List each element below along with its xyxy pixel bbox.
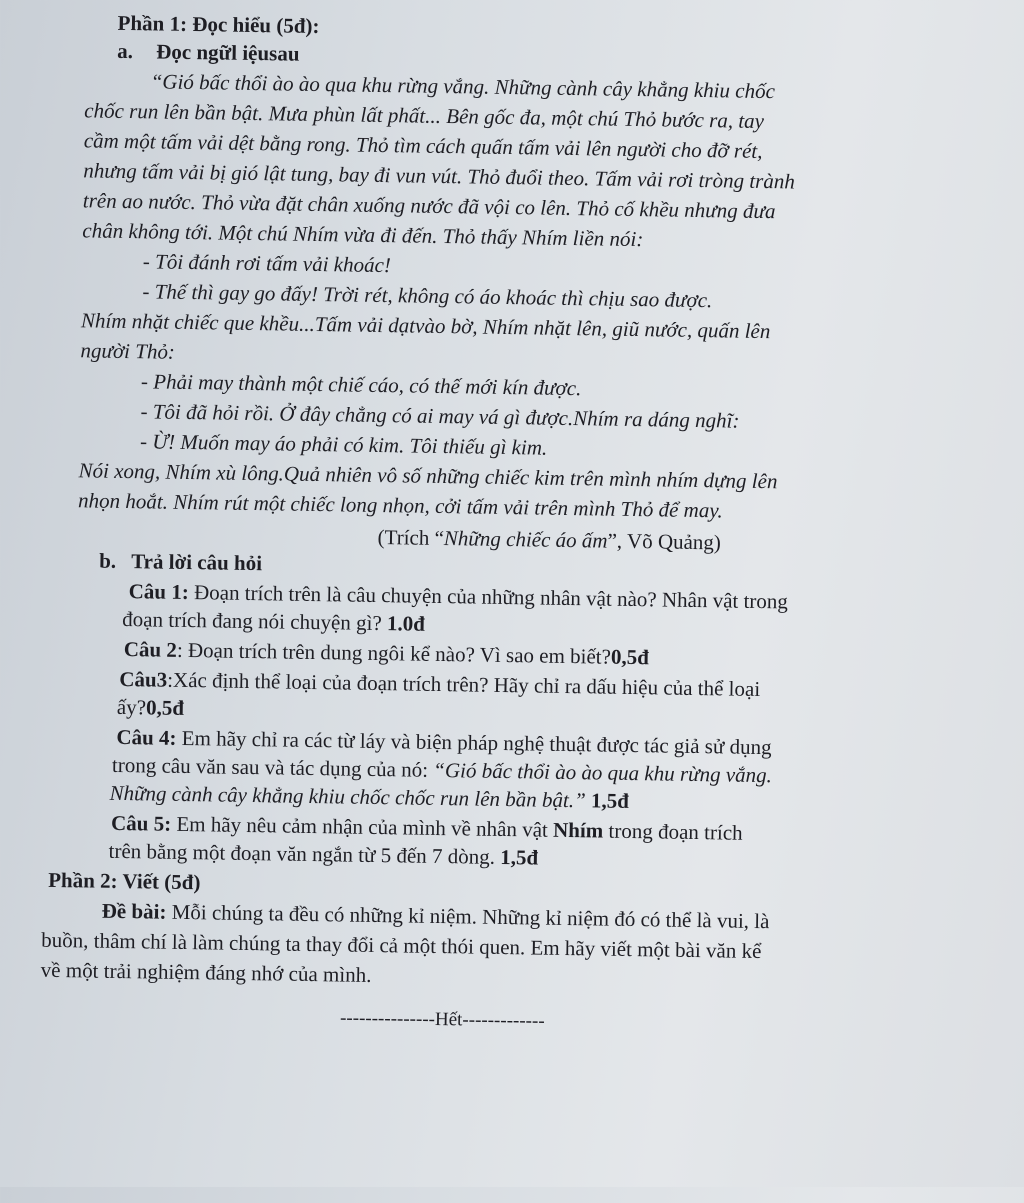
question-3-label: Câu3 (119, 666, 168, 692)
question-5-label: Câu 5: (110, 810, 172, 836)
question-3-line1 (119, 666, 760, 702)
question-3-text: ấy? (116, 694, 147, 720)
citation-suffix: ”, Võ Quảng) (607, 528, 722, 555)
section-a-title: Đọc ngữl iệusau (156, 39, 300, 66)
passage-line: cầm một tấm vải dệt bằng rong. Thỏ tìm cách quấn tấm vải lên người cho đỡ rét, (83, 128, 763, 163)
passage-line: nhọn hoắt. Nhím rút một chiếc long nhọn, cởi tấm vải trên mình Thỏ để may. (77, 488, 723, 523)
question-4-label: Câu 4: (116, 724, 177, 750)
question-5-line2 (108, 838, 538, 871)
question-5-text: trong đoạn trích (603, 818, 743, 845)
question-4-quote: “Gió bấc thổi ào ào qua khu rừng vắng. (433, 757, 773, 788)
passage-dialogue: - Ừ! Muốn may áo phải có kim. Tôi thiếu gì kim. (139, 429, 548, 460)
question-5-text: trên bằng một đoạn văn ngắn từ 5 đến 7 dòng. (108, 838, 501, 869)
passage-line: trên ao nước. Thỏ vừa đặt chân xuống nước đã vội co lên. Thỏ cố khều nhưng đưa (82, 188, 776, 224)
question-5-highlight: Nhím (552, 817, 604, 843)
passage-line: “Gió bấc thổi ào ào qua khu rừng vắng. Những cành cây khẳng khiu chốc (150, 69, 776, 104)
passage-line: Nhím nhặt chiếc que khều...Tấm vải dạtvào bờ, Nhím nhặt lên, giũ nước, quấn lên (80, 308, 771, 344)
part2-text: Mỗi chúng ta đều có những kỉ niệm. Những kỉ niệm đó có thể là vui, là (166, 899, 770, 934)
part1-heading: Phần 1: Đọc hiểu (5đ): (117, 10, 320, 39)
part2-label: Đề bài: (101, 898, 167, 924)
question-1-line2 (122, 606, 425, 637)
section-a-marker: a. (117, 38, 134, 64)
passage-line: người Thỏ: (80, 338, 176, 364)
passage-line: chân không tới. Một chú Nhím vừa đi đến. Thỏ thấy Nhím liền nói: (82, 218, 644, 252)
question-4-line3 (109, 780, 629, 814)
question-4-text: Em hãy chỉ ra các từ láy và biện pháp nghệ thuật được tác giả sử dụng (176, 725, 772, 760)
question-5-points: 1,5đ (500, 844, 539, 870)
part2-prompt-line3: về một trải nghiệm đáng nhớ của mình. (40, 957, 372, 987)
passage-line: nhưng tấm vải bị gió lật tung, bay đi vun vút. Thỏ đuổi theo. Tấm vải rơi tròng trành (83, 158, 795, 194)
citation-title: Những chiếc áo ấm (443, 526, 608, 553)
question-4-text: trong câu văn sau và tác dụng của nó: (111, 752, 434, 782)
question-5-text: Em hãy nêu cảm nhận của mình về nhân vật (170, 811, 554, 842)
question-2-points: 0,5đ (610, 644, 650, 670)
passage-dialogue: - Thế thì gay go đấy! Trời rét, không có áo khoác thì chịu sao được. (142, 279, 713, 313)
passage-dialogue: - Tôi đánh rơi tấm vải khoác! (142, 249, 392, 278)
question-1-text: đoạn trích đang nói chuyện gì? (122, 606, 388, 636)
question-1-points: 1.0đ (386, 611, 426, 636)
question-1-label: Câu 1: (128, 579, 190, 605)
section-b-marker: b. (99, 548, 117, 573)
question-2-label: Câu 2 (123, 637, 178, 662)
question-2 (124, 636, 649, 670)
passage-dialogue: - Phải may thành một chiế cáo, có thế mới kín được. (140, 369, 582, 401)
section-b-title: Trả lời câu hỏi (131, 549, 263, 576)
question-1-text: Đoạn trích trên là câu chuyện của những nhân vật nào? Nhân vật trong (188, 580, 789, 614)
question-4-points: 1,5đ (585, 788, 630, 813)
question-4-quote: Những cành cây khẳng khiu chốc chốc run lên bần bật.” (109, 780, 586, 813)
question-3-line2 (117, 694, 184, 721)
end-mark: ---------------Hết------------- (339, 1007, 545, 1032)
question-2-text: : Đoạn trích trên dung ngôi kể nào? Vì sao em biết? (176, 637, 612, 669)
question-3-points: 0,5đ (145, 695, 185, 720)
part2-prompt-line2: buồn, thâm chí là làm chúng ta thay đổi cả một thói quen. Em hãy viết một bài văn kể (41, 927, 762, 964)
citation (377, 524, 721, 555)
passage-line: Nói xong, Nhím xù lông.Quả nhiên vô số những chiếc kim trên mình nhím dựng lên (78, 458, 778, 494)
passage-dialogue: - Tôi đã hỏi rồi. Ở đây chẳng có ai may vá gì được.Nhím ra dáng nghĩ: (140, 399, 740, 433)
passage-line: chốc run lên bần bật. Mưa phùn lất phất... Bên gốc đa, một chú Thỏ bước ra, tay (84, 98, 765, 134)
part2-heading: Phần 2: Viết (5đ) (47, 867, 201, 895)
question-3-text: :Xác định thể loại của đoạn trích trên? Hãy chỉ ra dấu hiệu của thể loại (167, 667, 761, 702)
citation-prefix: (Trích “ (377, 524, 445, 551)
